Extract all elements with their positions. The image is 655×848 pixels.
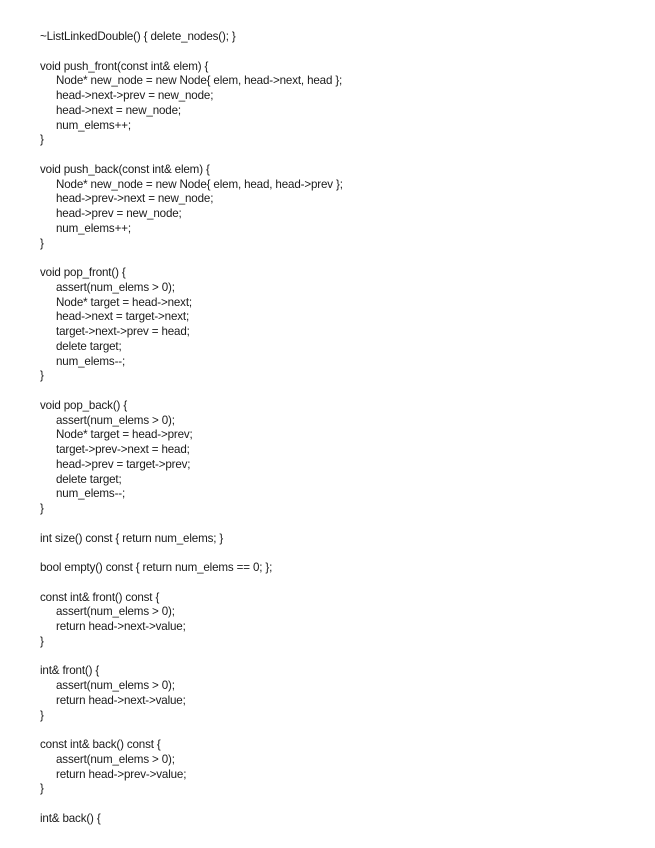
code-line: void push_front(const int& elem) { [40, 59, 209, 73]
code-line: head->prev = new_node; [56, 207, 182, 220]
code-line: return head->prev->value; [56, 767, 187, 781]
blank-line [40, 148, 640, 163]
code-line: } [40, 236, 44, 250]
code-line: void pop_front() { [40, 266, 126, 279]
code-line: assert(num_elems > 0); [56, 752, 175, 766]
code-line: assert(num_elems > 0); [56, 280, 175, 294]
code-line: assert(num_elems > 0); [56, 679, 175, 692]
blank-line [40, 576, 640, 591]
code-line: assert(num_elems > 0); [56, 605, 175, 619]
code-line: num_elems++; [56, 118, 131, 132]
code-line: const int& back() const { [40, 738, 161, 751]
code-line: Node* new_node = new Node{ elem, head, head->prev }; [56, 177, 343, 191]
code-line: return head->next->value; [56, 620, 186, 633]
code-line: } [40, 369, 44, 383]
blank-line [40, 650, 640, 665]
code-line: head->next->prev = new_node; [56, 89, 214, 102]
code-line: return head->next->value; [56, 693, 186, 707]
code-line: delete target; [56, 339, 122, 353]
code-line: head->next = new_node; [56, 103, 181, 117]
code-line: void pop_back() { [40, 398, 128, 412]
blank-line [40, 384, 640, 399]
code-line: int& front() { [40, 664, 100, 678]
code-line: assert(num_elems > 0); [56, 413, 175, 427]
blank-line [40, 251, 640, 266]
blank-line [40, 797, 640, 812]
code-line: } [40, 133, 44, 147]
code-line: void push_back(const int& elem) { [40, 162, 210, 176]
code-line: } [40, 782, 44, 796]
blank-line [40, 45, 640, 60]
code-line: } [40, 708, 44, 722]
code-line: bool empty() const { return num_elems == 0; }; [40, 561, 273, 574]
code-line: delete target; [56, 472, 122, 486]
code-line: Node* target = head->prev; [56, 428, 193, 442]
code-line: num_elems--; [56, 354, 126, 368]
code-line: } [40, 634, 44, 648]
blank-line [40, 546, 640, 561]
code-line: const int& front() const { [40, 590, 160, 604]
code-line: target->next->prev = head; [56, 325, 190, 338]
code-line: num_elems++; [56, 221, 131, 235]
code-line: Node* target = head->next; [56, 295, 192, 309]
code-line: int size() const { return num_elems; } [40, 531, 224, 545]
blank-line [40, 517, 640, 532]
code-line: head->prev = target->prev; [56, 457, 191, 471]
blank-line [40, 723, 640, 738]
code-line: head->next = target->next; [56, 310, 190, 324]
code-line: } [40, 502, 44, 515]
code-line: ~ListLinkedDouble() { delete_nodes(); } [40, 30, 236, 43]
code-line: Node* new_node = new Node{ elem, head->next, head }; [56, 74, 343, 88]
code-line: target->prev->next = head; [56, 443, 190, 456]
code-line: num_elems--; [56, 487, 126, 501]
code-line: int& back() { [40, 811, 101, 825]
code-line: head->prev->next = new_node; [56, 192, 214, 206]
code-listing [40, 30, 640, 827]
